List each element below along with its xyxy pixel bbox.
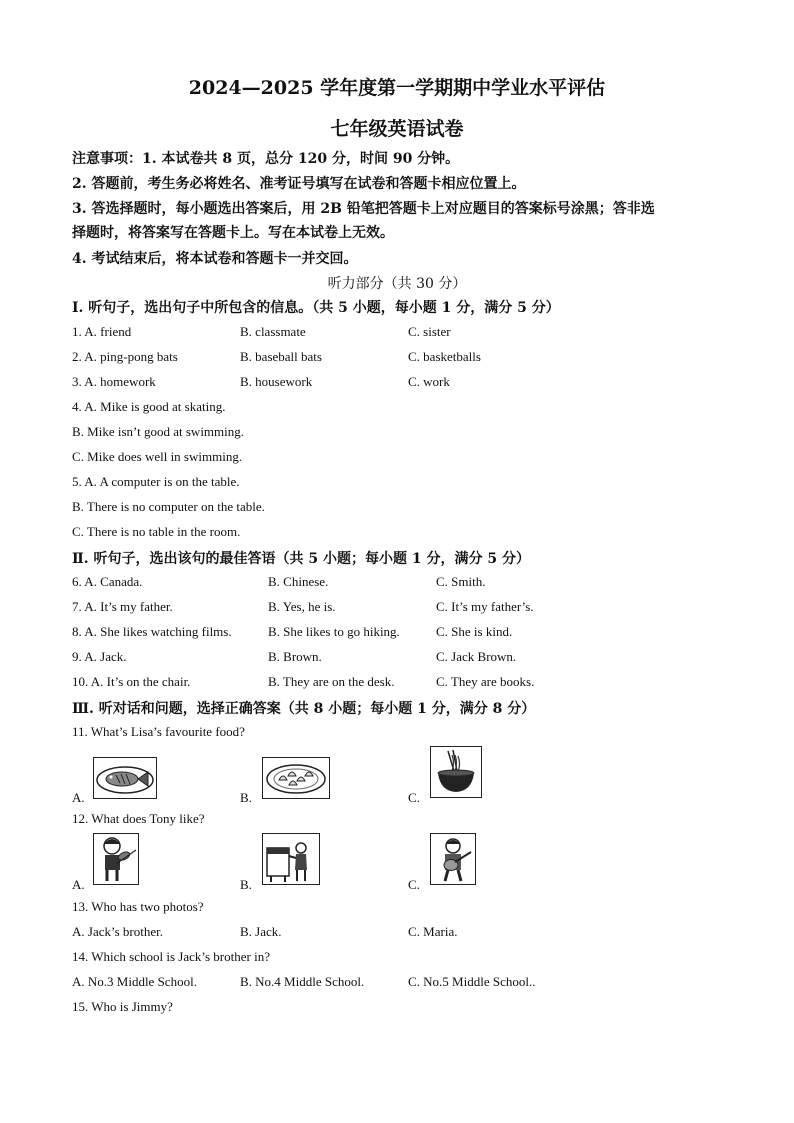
question-12: 12. What does Tony like?	[72, 811, 205, 826]
question-13: 13. Who has two photos?	[72, 899, 204, 914]
q2-option-b: B. baseball bats	[240, 349, 322, 364]
note-4: 4. 考试结束后，将本试卷和答题卡一并交回。	[72, 251, 358, 267]
q14-option-b: B. No.4 Middle School.	[240, 974, 365, 989]
q13-option-c: C. Maria.	[408, 924, 458, 939]
boy-guitar-icon	[430, 833, 476, 885]
q8-option-b: B. She likes to go hiking.	[268, 624, 400, 639]
listening-title: 听力部分（共 30 分）	[327, 276, 467, 292]
dumplings-plate-icon	[262, 757, 330, 799]
question-11: 11. What’s Lisa’s favourite food?	[72, 724, 245, 739]
q14-option-c: C. No.5 Middle School..	[408, 974, 536, 989]
q4-option-a: 4. A. Mike is good at skating.	[72, 399, 226, 414]
q7-option-b: B. Yes, he is.	[268, 599, 336, 614]
q1-option-b: B. classmate	[240, 324, 306, 339]
noodles-bowl-icon	[430, 746, 482, 798]
q5-option-b: B. There is no computer on the table.	[72, 499, 265, 514]
q10-option-c: C. They are books.	[436, 674, 535, 689]
q9-option-a: 9. A. Jack.	[72, 649, 127, 664]
q4-option-c: C. Mike does well in swimming.	[72, 449, 243, 464]
q11-label-a: A.	[72, 790, 85, 805]
q12-label-a: A.	[72, 877, 85, 892]
boy-violin-icon	[93, 833, 139, 885]
q5-option-a: 5. A. A computer is on the table.	[72, 474, 240, 489]
q2-option-c: C. basketballs	[408, 349, 481, 364]
note-1: 注意事项：1. 本试卷共 8 页，总分 120 分，时间 90 分钟。	[72, 151, 460, 167]
q1-option-c: C. sister	[408, 324, 451, 339]
q12-label-b: B.	[240, 877, 252, 892]
q4-option-b: B. Mike isn’t good at swimming.	[72, 424, 245, 439]
q1-option-a: 1. A. friend	[72, 324, 132, 339]
q7-option-a: 7. A. It’s my father.	[72, 599, 173, 614]
q14-option-a: A. No.3 Middle School.	[72, 974, 197, 989]
note-3: 3. 答选择题时，每小题选出答案后，用 2B 铅笔把答题卡上对应题目的答案标号涂黑；答非选	[72, 201, 655, 217]
q13-option-a: A. Jack’s brother.	[72, 924, 163, 939]
section-1-heading: I. 听句子，选出句子中所包含的信息。（共 5 小题，每小题 1 分，满分 5 分）	[72, 300, 560, 316]
q8-option-c: C. She is kind.	[436, 624, 513, 639]
q2-option-a: 2. A. ping-pong bats	[72, 349, 178, 364]
q7-option-c: C. It’s my father’s.	[436, 599, 534, 614]
section-3-heading: Ⅲ. 听对话和问题，选择正确答案（共 8 小题；每小题 1 分，满分 8 分）	[72, 701, 536, 717]
exam-title: 2024—2025 学年度第一学期期中学业水平评估	[188, 77, 606, 99]
q8-option-a: 8. A. She likes watching films.	[72, 624, 232, 639]
q9-option-c: C. Jack Brown.	[436, 649, 517, 664]
q10-option-b: B. They are on the desk.	[268, 674, 395, 689]
q6-option-a: 6. A. Canada.	[72, 574, 143, 589]
section-2-heading: Ⅱ. 听句子，选出该句的最佳答语（共 5 小题；每小题 1 分，满分 5 分）	[72, 551, 531, 567]
note-2: 2. 答题前，考生务必将姓名、准考证号填写在试卷和答题卡相应位置上。	[72, 176, 526, 192]
question-14: 14. Which school is Jack’s brother in?	[72, 949, 270, 964]
q3-option-a: 3. A. homework	[72, 374, 156, 389]
q6-option-c: C. Smith.	[436, 574, 486, 589]
piano-player-icon	[262, 833, 320, 885]
q9-option-b: B. Brown.	[268, 649, 322, 664]
q6-option-b: B. Chinese.	[268, 574, 329, 589]
q11-label-b: B.	[240, 790, 252, 805]
q3-option-b: B. housework	[240, 374, 313, 389]
fish-dish-icon	[93, 757, 157, 799]
q13-option-b: B. Jack.	[240, 924, 282, 939]
note-3-continued: 择题时，将答案写在答题卡上。写在本试卷上无效。	[72, 225, 394, 241]
q11-label-c: C.	[408, 790, 420, 805]
q3-option-c: C. work	[408, 374, 450, 389]
question-15: 15. Who is Jimmy?	[72, 999, 173, 1014]
exam-subtitle: 七年级英语试卷	[330, 118, 464, 140]
q10-option-a: 10. A. It’s on the chair.	[72, 674, 191, 689]
q12-label-c: C.	[408, 877, 420, 892]
q5-option-c: C. There is no table in the room.	[72, 524, 241, 539]
